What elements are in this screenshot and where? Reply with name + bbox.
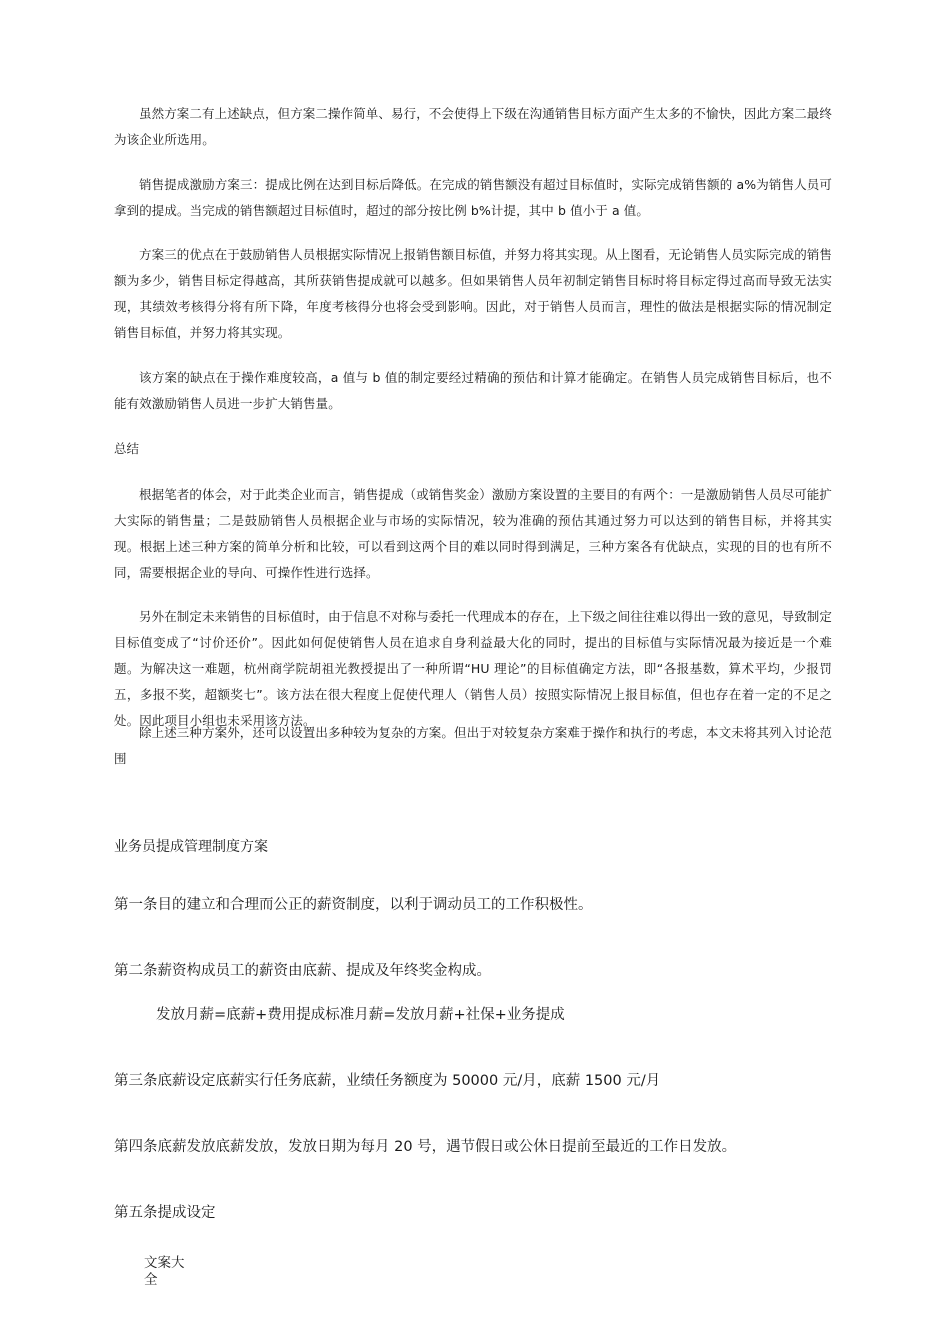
- summary-heading: 总结: [114, 441, 140, 456]
- article-3: 第三条底薪设定底薪实行任务底薪，业绩任务额度为 50000 元/月，底薪 1500 元/月: [114, 1073, 661, 1089]
- paragraph-hu-theory: 另外在制定未来销售的目标值时，由于信息不对称与委托一代理成本的存在，上下级之间往往难以得出一致的意见，导致制定目标值变成了“讨价还价”。因此如何促使销售人员在追求自身利益最大化的同时，提出的目标值与实际情况最为接近是一个难题。为解决这一难题，杭州商学院胡祖光教授提出了一种所谓“HU 理论”的目标值确定方法，即“各报基数，算术平均，少报罚五，多报不奖，超额奖七”。该方法在很大程度上促使代理人（销售人员）按照实际情况上报目标值，但也存在着一定的不足之处。因此项目小组也未采用该方法。: [114, 609, 833, 728]
- paragraph-other-plans: 除上述三种方案外，还可以设置出多种较为复杂的方案。但出于对较复杂方案难于操作和执行的考虑，本文未将其列入讨论范围: [114, 725, 833, 766]
- paragraph-plan3-intro: 销售提成激励方案三：提成比例在达到目标后降低。在完成的销售额没有超过目标值时，实际完成销售额的 a%为销售人员可拿到的提成。当完成的销售额超过目标值时，超过的部分按比例 b%计提，其中 b 值小于 a 值。: [114, 177, 832, 218]
- paragraph-plan2-conclusion: 虽然方案二有上述缺点，但方案二操作简单、易行，不会使得上下级在沟通销售目标方面产生太多的不愉快，因此方案二最终为该企业所选用。: [114, 106, 833, 147]
- article-1: 第一条目的建立和合理而公正的薪资制度，以利于调动员工的工作积极性。: [114, 897, 593, 913]
- section-title: 业务员提成管理制度方案: [114, 839, 268, 855]
- paragraph-summary: 根据笔者的体会，对于此类企业而言，销售提成（或销售奖金）激励方案设置的主要目的有两个：一是激励销售人员尽可能扩大实际的销售量；二是鼓励销售人员根据企业与市场的实际情况，较为准确的预估其通过努力可以达到的销售目标，并将其实现。根据上述三种方案的简单分析和比较，可以看到这两个目的难以同时得到满足，三种方案各有优缺点，实现的目的也有所不同，需要根据企业的导向、可操作性进行选择。: [114, 487, 833, 580]
- paragraph-plan3-advantages: 方案三的优点在于鼓励销售人员根据实际情况上报销售额目标值，并努力将其实现。从上图看，无论销售人员实际完成的销售额为多少，销售目标定得越高，其所获销售提成就可以越多。但如果销售人员年初制定销售目标时将目标定得过高而导致无法实现，其绩效考核得分将有所下降，年度考核得分也将会受到影响。因此，对于销售人员而言，理性的做法是根据实际的情况制定销售目标值，并努力将其实现。: [114, 247, 833, 340]
- paragraph-plan3-disadvantages: 该方案的缺点在于操作难度较高，a 值与 b 值的制定要经过精确的预估和计算才能确定。在销售人员完成销售目标后，也不能有效激励销售人员进一步扩大销售量。: [114, 370, 832, 411]
- article-2: 第二条薪资构成员工的薪资由底薪、提成及年终奖金构成。: [114, 963, 491, 979]
- article-4: 第四条底薪发放底薪发放，发放日期为每月 20 号，遇节假日或公休日提前至最近的工作日发放。: [114, 1139, 737, 1155]
- footer-note: 文案大全: [144, 1255, 185, 1288]
- salary-formula: 发放月薪=底薪+费用提成标准月薪=发放月薪+社保+业务提成: [156, 1007, 565, 1023]
- article-5: 第五条提成设定: [114, 1205, 216, 1221]
